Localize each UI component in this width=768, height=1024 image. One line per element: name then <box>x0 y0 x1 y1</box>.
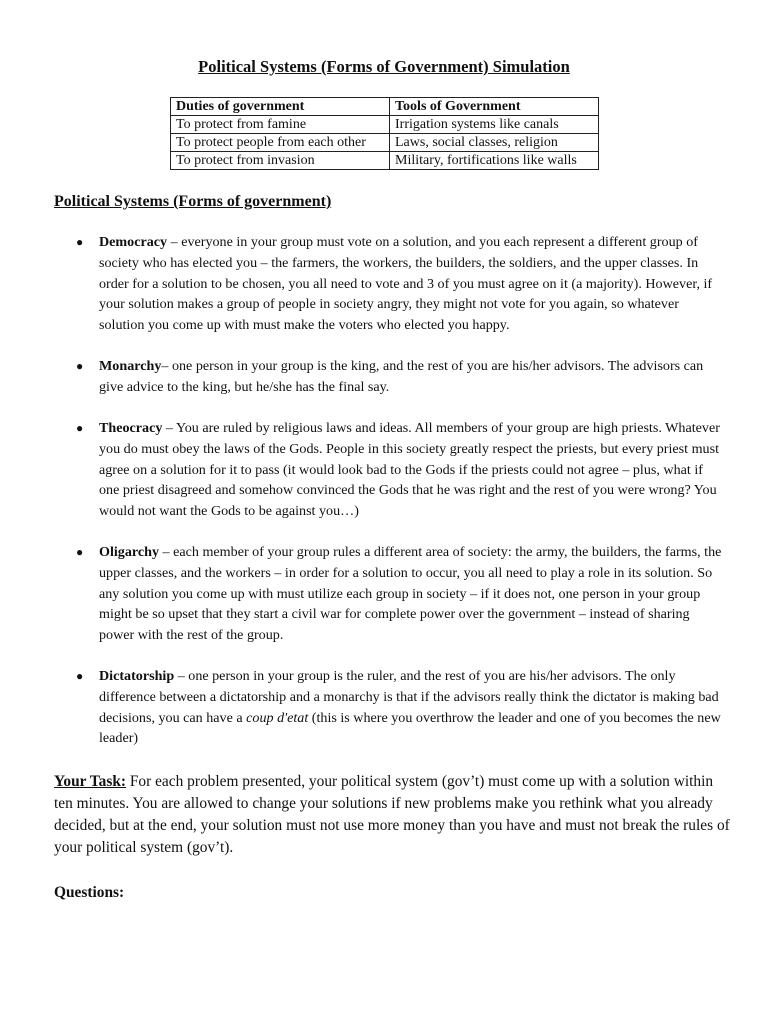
list-item-democracy <box>76 232 724 336</box>
system-description: – You are ruled by religious laws and ideas. All members of your group are high priests. Whatever you do must obey the laws of the Gods. People in this society greatly respect the priests, but every priest must agree on a solution for it to pass (it would look bad to the Gods if the priests could not agree – plus, what if one priest disagreed and somehow convinced the Gods that he was right and the rest of you were wrong? You would not want the Gods to be against you…) <box>99 420 720 520</box>
system-name: Theocracy <box>99 420 163 436</box>
system-description: – everyone in your group must vote on a solution, and you each represent a different group of society who has elected you – the farmers, the workers, the builders, the soldiers, and the upper classes. In order for a solution to be chosen, you all need to vote and 3 of you must agree on it (a majority). However, if your solution makes a group of people in society angry, they might not vote for you again, so whatever solution you come up with must make the voters who elected you happy. <box>99 234 713 334</box>
bullet-icon: ● <box>76 359 84 373</box>
system-name: Monarchy <box>99 358 162 374</box>
list-item-monarchy <box>76 356 724 398</box>
system-name: Democracy <box>99 234 168 250</box>
table-cell-duty: To protect from famine <box>171 116 390 134</box>
list-item-dictatorship <box>76 666 724 749</box>
bullet-icon: ● <box>76 235 84 249</box>
table-cell-tool: Irrigation systems like canals <box>390 116 599 134</box>
table-header-row <box>171 98 599 116</box>
table-row <box>171 116 599 134</box>
page-title: Political Systems (Forms of Government) Simulation <box>198 57 570 76</box>
table-cell-duty: To protect from invasion <box>171 152 390 170</box>
questions-label: Questions: <box>54 884 125 901</box>
task-text: For each problem presented, your political system (gov’t) must come up with a solution within ten minutes. You are allowed to change your solutions if new problems make you rethink what you already decided, but at the end, your solution must not use more money than you have and must not break the rules of your political system (gov’t). <box>54 773 730 856</box>
system-description-after: (this is where you overthrow the leader and one of you becomes the new leader) <box>99 709 721 747</box>
table-header-duties: Duties of government <box>171 98 390 116</box>
system-description: – each member of your group rules a different area of society: the army, the builders, the farms, the upper classes, and the workers – in order for a solution to occur, you all need to play a role in its solution. So any solution you come up with must utilize each group in society – if it does not, one person in your group might be so upset that they start a civil war for complete power over the government – instead of sharing power with the rest of the group. <box>99 544 722 644</box>
list-item-oligarchy <box>76 542 724 646</box>
bullet-icon: ● <box>76 669 84 683</box>
system-name: Oligarchy <box>99 544 160 560</box>
task-label: Your Task: <box>54 773 127 790</box>
system-name: Dictatorship <box>99 668 175 684</box>
task-paragraph <box>54 771 734 859</box>
list-item-theocracy <box>76 418 724 522</box>
table-cell-tool: Laws, social classes, religion <box>390 134 599 152</box>
duties-tools-table <box>170 97 599 170</box>
table-header-tools: Tools of Government <box>390 98 599 116</box>
table-row <box>171 134 599 152</box>
table-cell-duty: To protect people from each other <box>171 134 390 152</box>
bullet-icon: ● <box>76 421 84 435</box>
system-description: – one person in your group is the king, and the rest of you are his/her advisors. The advisors can give advice to the king, but he/she has the final say. <box>99 358 704 395</box>
table-cell-tool: Military, fortifications like walls <box>390 152 599 170</box>
section-heading: Political Systems (Forms of government) <box>54 193 332 210</box>
system-description: – one person in your group is the ruler, and the rest of you are his/her advisors. The only difference between a dictatorship and a monarchy is that if the advisors really think the dictator is making bad decisions, you can have a <box>99 668 719 726</box>
system-description-italic: coup d'etat <box>246 709 309 726</box>
table-row <box>171 152 599 170</box>
bullet-icon: ● <box>76 545 84 559</box>
